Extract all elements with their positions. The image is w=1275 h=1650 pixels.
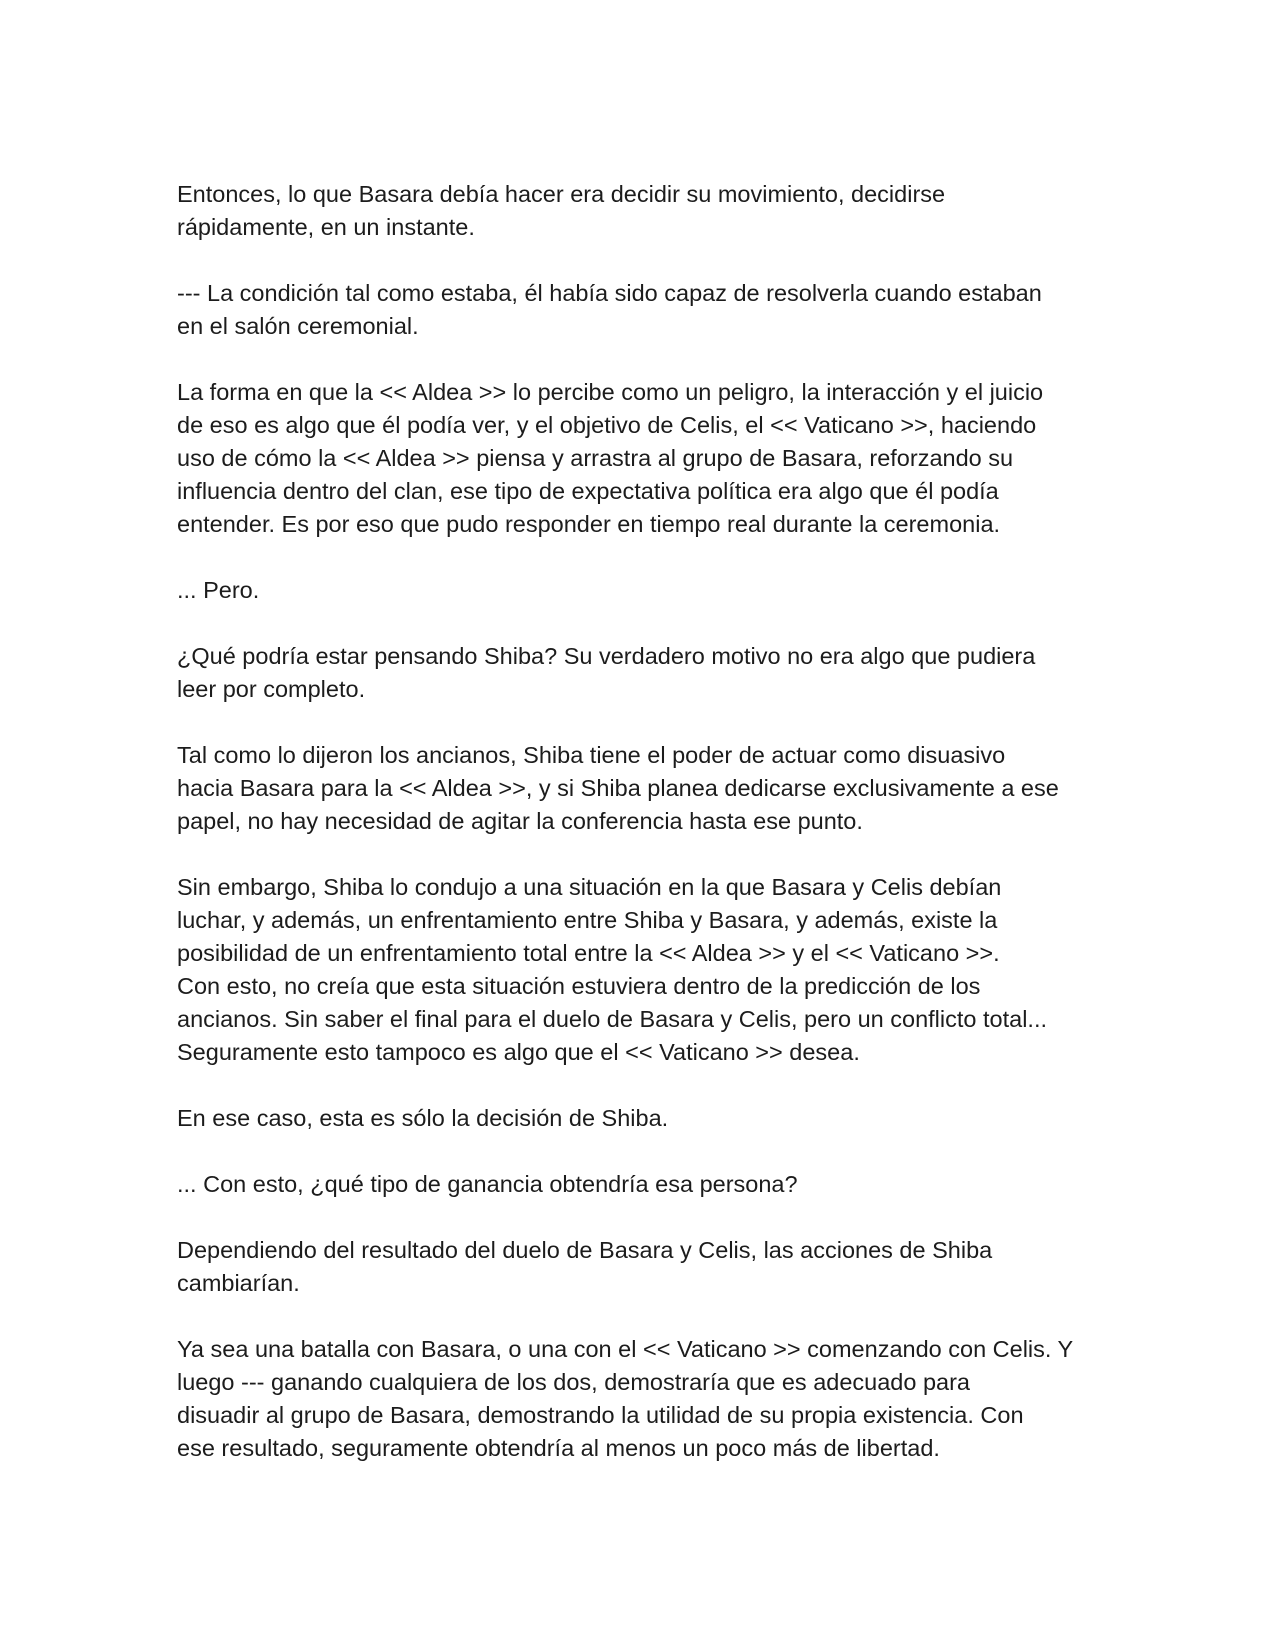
text-line: en el salón ceremonial. bbox=[177, 313, 419, 339]
text-line: ... Pero. bbox=[177, 577, 260, 603]
text-line: hacia Basara para la << Aldea >>, y si Shiba planea dedicarse exclusivamente a ese bbox=[177, 775, 1059, 801]
text-line: Con esto, no creía que esta situación estuviera dentro de la predicción de los bbox=[177, 973, 981, 999]
paragraph bbox=[177, 574, 1107, 607]
text-line: luego --- ganando cualquiera de los dos, demostraría que es adecuado para bbox=[177, 1369, 970, 1395]
text-line: leer por completo. bbox=[177, 676, 366, 702]
paragraph bbox=[177, 1168, 1107, 1201]
text-line: Entonces, lo que Basara debía hacer era decidir su movimiento, decidirse bbox=[177, 181, 946, 207]
text-line: Seguramente esto tampoco es algo que el << Vaticano >> desea. bbox=[177, 1039, 860, 1065]
text-line: papel, no hay necesidad de agitar la conferencia hasta ese punto. bbox=[177, 808, 863, 834]
text-line: disuadir al grupo de Basara, demostrando la utilidad de su propia existencia. Con bbox=[177, 1402, 1024, 1428]
text-line: ... Con esto, ¿qué tipo de ganancia obtendría esa persona? bbox=[177, 1171, 798, 1197]
text-line: Dependiendo del resultado del duelo de Basara y Celis, las acciones de Shiba bbox=[177, 1237, 993, 1263]
text-line: uso de cómo la << Aldea >> piensa y arrastra al grupo de Basara, reforzando su bbox=[177, 445, 1014, 471]
text-line: rápidamente, en un instante. bbox=[177, 214, 475, 240]
text-line: luchar, y además, un enfrentamiento entre Shiba y Basara, y además, existe la bbox=[177, 907, 998, 933]
text-line: influencia dentro del clan, ese tipo de expectativa política era algo que él podía bbox=[177, 478, 999, 504]
paragraph bbox=[177, 1102, 1107, 1135]
text-line: En ese caso, esta es sólo la decisión de Shiba. bbox=[177, 1105, 669, 1131]
text-line: Sin embargo, Shiba lo condujo a una situación en la que Basara y Celis debían bbox=[177, 874, 1002, 900]
text-line: de eso es algo que él podía ver, y el objetivo de Celis, el << Vaticano >>, haciendo bbox=[177, 412, 1037, 438]
text-line: entender. Es por eso que pudo responder en tiempo real durante la ceremonia. bbox=[177, 511, 1001, 537]
paragraph bbox=[177, 376, 1107, 541]
text-line: ¿Qué podría estar pensando Shiba? Su verdadero motivo no era algo que pudiera bbox=[177, 643, 1036, 669]
paragraph bbox=[177, 178, 1107, 244]
text-line: ese resultado, seguramente obtendría al menos un poco más de libertad. bbox=[177, 1435, 940, 1461]
paragraph bbox=[177, 1234, 1107, 1300]
paragraph bbox=[177, 739, 1107, 838]
document-page bbox=[177, 178, 1107, 1498]
paragraph bbox=[177, 277, 1107, 343]
paragraph bbox=[177, 871, 1107, 1069]
text-line: Tal como lo dijeron los ancianos, Shiba tiene el poder de actuar como disuasivo bbox=[177, 742, 1006, 768]
text-line: cambiarían. bbox=[177, 1270, 300, 1296]
paragraph bbox=[177, 640, 1107, 706]
text-line: La forma en que la << Aldea >> lo percibe como un peligro, la interacción y el juicio bbox=[177, 379, 1044, 405]
text-line: --- La condición tal como estaba, él había sido capaz de resolverla cuando estaban bbox=[177, 280, 1042, 306]
paragraph bbox=[177, 1333, 1107, 1465]
text-line: posibilidad de un enfrentamiento total entre la << Aldea >> y el << Vaticano >>. bbox=[177, 940, 1000, 966]
text-line: Ya sea una batalla con Basara, o una con el << Vaticano >> comenzando con Celis. Y bbox=[177, 1336, 1074, 1362]
text-line: ancianos. Sin saber el final para el duelo de Basara y Celis, pero un conflicto total... bbox=[177, 1006, 1048, 1032]
